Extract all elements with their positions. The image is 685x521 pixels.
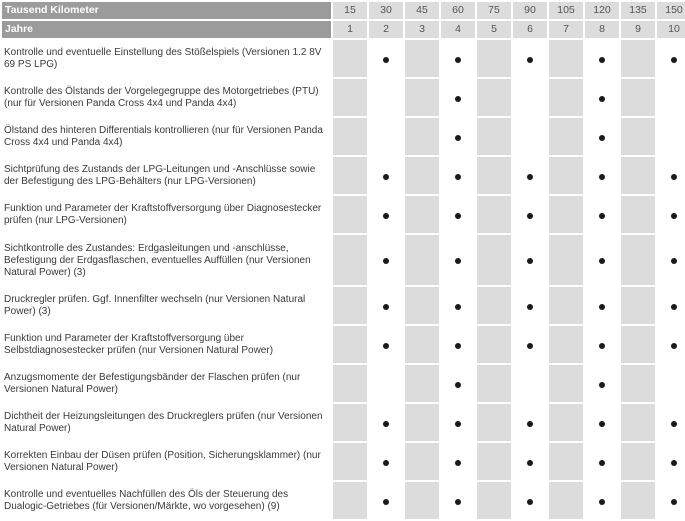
table-row bbox=[2, 79, 685, 116]
interval-cell bbox=[441, 196, 475, 233]
interval-cell bbox=[369, 482, 403, 519]
interval-cell bbox=[585, 482, 619, 519]
task-description: Kontrolle und eventuelle Einstellung des Stößelspiels (Versionen 1.2 8V 69 PS LPG) bbox=[2, 40, 331, 77]
interval-cell bbox=[477, 482, 511, 519]
interval-cell bbox=[369, 326, 403, 363]
task-description: Ölstand des hinteren Differentials kontrollieren (nur für Versionen Panda Cross 4x4 und Panda 4x4) bbox=[2, 118, 331, 155]
interval-cell bbox=[621, 287, 655, 324]
interval-cell bbox=[333, 287, 367, 324]
required-dot-icon bbox=[383, 421, 389, 427]
required-dot-icon bbox=[383, 174, 389, 180]
interval-cell bbox=[369, 235, 403, 285]
required-dot-icon bbox=[599, 96, 605, 102]
required-dot-icon bbox=[671, 174, 677, 180]
required-dot-icon bbox=[599, 135, 605, 141]
required-dot-icon bbox=[599, 343, 605, 349]
required-dot-icon bbox=[671, 421, 677, 427]
interval-cell bbox=[513, 443, 547, 480]
year-header-cell: 7 bbox=[549, 21, 583, 38]
interval-cell bbox=[333, 235, 367, 285]
interval-cell bbox=[549, 404, 583, 441]
required-dot-icon bbox=[671, 499, 677, 505]
interval-cell bbox=[585, 326, 619, 363]
interval-cell bbox=[333, 404, 367, 441]
interval-cell bbox=[441, 482, 475, 519]
interval-cell bbox=[513, 235, 547, 285]
interval-cell bbox=[513, 482, 547, 519]
km-header-label: Tausend Kilometer bbox=[2, 2, 331, 19]
required-dot-icon bbox=[455, 304, 461, 310]
interval-cell bbox=[549, 365, 583, 402]
interval-cell bbox=[405, 365, 439, 402]
interval-cell bbox=[549, 118, 583, 155]
interval-cell bbox=[621, 404, 655, 441]
interval-cell bbox=[441, 235, 475, 285]
task-description: Druckregler prüfen. Ggf. Innenfilter wechseln (nur Versionen Natural Power) (3) bbox=[2, 287, 331, 324]
table-row bbox=[2, 40, 685, 77]
required-dot-icon bbox=[599, 499, 605, 505]
required-dot-icon bbox=[383, 343, 389, 349]
km-header-cell: 120 bbox=[585, 2, 619, 19]
required-dot-icon bbox=[527, 304, 533, 310]
interval-cell bbox=[657, 482, 685, 519]
required-dot-icon bbox=[599, 57, 605, 63]
required-dot-icon bbox=[455, 174, 461, 180]
required-dot-icon bbox=[455, 135, 461, 141]
interval-cell bbox=[405, 404, 439, 441]
interval-cell bbox=[585, 79, 619, 116]
interval-cell bbox=[621, 482, 655, 519]
km-header-cell: 45 bbox=[405, 2, 439, 19]
year-header-cell: 6 bbox=[513, 21, 547, 38]
required-dot-icon bbox=[671, 213, 677, 219]
km-header-cell: 75 bbox=[477, 2, 511, 19]
interval-cell bbox=[549, 40, 583, 77]
interval-cell bbox=[585, 157, 619, 194]
km-header-cell: 150 bbox=[657, 2, 685, 19]
interval-cell bbox=[405, 235, 439, 285]
interval-cell bbox=[621, 235, 655, 285]
km-header-cell: 90 bbox=[513, 2, 547, 19]
interval-cell bbox=[477, 404, 511, 441]
year-header-cell: 9 bbox=[621, 21, 655, 38]
interval-cell bbox=[477, 118, 511, 155]
required-dot-icon bbox=[455, 96, 461, 102]
required-dot-icon bbox=[527, 343, 533, 349]
interval-cell bbox=[333, 443, 367, 480]
km-header-cell: 135 bbox=[621, 2, 655, 19]
required-dot-icon bbox=[599, 213, 605, 219]
table-row bbox=[2, 118, 685, 155]
interval-cell bbox=[585, 196, 619, 233]
interval-cell bbox=[369, 157, 403, 194]
required-dot-icon bbox=[671, 343, 677, 349]
interval-cell bbox=[657, 443, 685, 480]
required-dot-icon bbox=[383, 499, 389, 505]
required-dot-icon bbox=[383, 460, 389, 466]
interval-cell bbox=[657, 235, 685, 285]
year-header-cell: 3 bbox=[405, 21, 439, 38]
required-dot-icon bbox=[455, 499, 461, 505]
interval-cell bbox=[549, 196, 583, 233]
interval-cell bbox=[369, 118, 403, 155]
required-dot-icon bbox=[671, 258, 677, 264]
interval-cell bbox=[549, 157, 583, 194]
interval-cell bbox=[369, 404, 403, 441]
interval-cell bbox=[441, 365, 475, 402]
required-dot-icon bbox=[527, 499, 533, 505]
interval-cell bbox=[405, 326, 439, 363]
interval-cell bbox=[621, 79, 655, 116]
interval-cell bbox=[513, 326, 547, 363]
interval-cell bbox=[369, 40, 403, 77]
interval-cell bbox=[477, 365, 511, 402]
interval-cell bbox=[513, 118, 547, 155]
interval-cell bbox=[333, 79, 367, 116]
task-description: Kontrolle und eventuelles Nachfüllen des Öls der Steuerung des Dualogic-Getriebes (für Versionen/Märkte, wo vorgesehen) (9) bbox=[2, 482, 331, 519]
required-dot-icon bbox=[455, 460, 461, 466]
required-dot-icon bbox=[599, 304, 605, 310]
interval-cell bbox=[441, 118, 475, 155]
interval-cell bbox=[441, 157, 475, 194]
interval-cell bbox=[333, 482, 367, 519]
interval-cell bbox=[657, 40, 685, 77]
required-dot-icon bbox=[383, 213, 389, 219]
table-row bbox=[2, 287, 685, 324]
required-dot-icon bbox=[455, 57, 461, 63]
interval-cell bbox=[549, 443, 583, 480]
required-dot-icon bbox=[599, 421, 605, 427]
interval-cell bbox=[657, 287, 685, 324]
interval-cell bbox=[621, 443, 655, 480]
year-header-cell: 4 bbox=[441, 21, 475, 38]
required-dot-icon bbox=[599, 258, 605, 264]
table-row bbox=[2, 482, 685, 519]
required-dot-icon bbox=[455, 343, 461, 349]
required-dot-icon bbox=[527, 460, 533, 466]
interval-cell bbox=[369, 196, 403, 233]
interval-cell bbox=[333, 365, 367, 402]
interval-cell bbox=[513, 40, 547, 77]
interval-cell bbox=[405, 79, 439, 116]
table-row bbox=[2, 196, 685, 233]
interval-cell bbox=[549, 235, 583, 285]
interval-cell bbox=[477, 157, 511, 194]
interval-cell bbox=[621, 40, 655, 77]
interval-cell bbox=[405, 482, 439, 519]
interval-cell bbox=[441, 79, 475, 116]
interval-cell bbox=[585, 365, 619, 402]
interval-cell bbox=[477, 40, 511, 77]
interval-cell bbox=[513, 365, 547, 402]
required-dot-icon bbox=[455, 382, 461, 388]
required-dot-icon bbox=[455, 421, 461, 427]
interval-cell bbox=[621, 118, 655, 155]
task-description: Funktion und Parameter der Kraftstoffversorgung über Diagnosestecker prüfen (nur LPG-Versionen) bbox=[2, 196, 331, 233]
interval-cell bbox=[513, 287, 547, 324]
year-header-cell: 10 bbox=[657, 21, 685, 38]
required-dot-icon bbox=[527, 174, 533, 180]
required-dot-icon bbox=[599, 174, 605, 180]
interval-cell bbox=[513, 79, 547, 116]
years-header-label: Jahre bbox=[2, 21, 331, 38]
interval-cell bbox=[549, 287, 583, 324]
interval-cell bbox=[369, 365, 403, 402]
required-dot-icon bbox=[599, 382, 605, 388]
task-description: Dichtheit der Heizungsleitungen des Druckreglers prüfen (nur Versionen Natural Power) bbox=[2, 404, 331, 441]
interval-cell bbox=[405, 40, 439, 77]
required-dot-icon bbox=[671, 460, 677, 466]
interval-cell bbox=[477, 79, 511, 116]
km-header-cell: 60 bbox=[441, 2, 475, 19]
table-row bbox=[2, 443, 685, 480]
task-description: Anzugsmomente der Befestigungsbänder der Flaschen prüfen (nur Versionen Natural Power) bbox=[2, 365, 331, 402]
required-dot-icon bbox=[527, 421, 533, 427]
table-row bbox=[2, 326, 685, 363]
interval-cell bbox=[369, 443, 403, 480]
interval-cell bbox=[657, 118, 685, 155]
km-header-cell: 105 bbox=[549, 2, 583, 19]
interval-cell bbox=[441, 326, 475, 363]
interval-cell bbox=[477, 326, 511, 363]
interval-cell bbox=[585, 443, 619, 480]
km-header-cell: 15 bbox=[333, 2, 367, 19]
interval-cell bbox=[441, 40, 475, 77]
interval-cell bbox=[657, 157, 685, 194]
interval-cell bbox=[657, 404, 685, 441]
interval-cell bbox=[441, 443, 475, 480]
interval-cell bbox=[585, 118, 619, 155]
required-dot-icon bbox=[671, 57, 677, 63]
interval-cell bbox=[405, 118, 439, 155]
required-dot-icon bbox=[599, 460, 605, 466]
interval-cell bbox=[333, 196, 367, 233]
interval-cell bbox=[405, 157, 439, 194]
table-row bbox=[2, 235, 685, 285]
interval-cell bbox=[621, 365, 655, 402]
required-dot-icon bbox=[455, 258, 461, 264]
years-header-row bbox=[2, 21, 685, 38]
interval-cell bbox=[405, 196, 439, 233]
interval-cell bbox=[549, 79, 583, 116]
interval-cell bbox=[513, 404, 547, 441]
interval-cell bbox=[621, 157, 655, 194]
table-row bbox=[2, 157, 685, 194]
interval-cell bbox=[369, 79, 403, 116]
interval-cell bbox=[621, 326, 655, 363]
interval-cell bbox=[333, 157, 367, 194]
interval-cell bbox=[441, 404, 475, 441]
required-dot-icon bbox=[455, 213, 461, 219]
interval-cell bbox=[657, 196, 685, 233]
interval-cell bbox=[585, 287, 619, 324]
task-description: Korrekten Einbau der Düsen prüfen (Position, Sicherungsklammer) (nur Versionen Natural Power) bbox=[2, 443, 331, 480]
interval-cell bbox=[657, 326, 685, 363]
interval-cell bbox=[549, 326, 583, 363]
interval-cell bbox=[477, 287, 511, 324]
interval-cell bbox=[585, 40, 619, 77]
task-description: Funktion und Parameter der Kraftstoffversorgung über Selbstdiagnosestecker prüfen (nur Versionen Natural Power) bbox=[2, 326, 331, 363]
interval-cell bbox=[405, 287, 439, 324]
interval-cell bbox=[585, 235, 619, 285]
required-dot-icon bbox=[383, 258, 389, 264]
interval-cell bbox=[657, 79, 685, 116]
year-header-cell: 2 bbox=[369, 21, 403, 38]
year-header-cell: 5 bbox=[477, 21, 511, 38]
km-header-cell: 30 bbox=[369, 2, 403, 19]
task-description: Kontrolle des Ölstands der Vorgelegegruppe des Motorgetriebes (PTU) (nur für Versionen Panda Cross 4x4 und Panda 4x4) bbox=[2, 79, 331, 116]
interval-cell bbox=[513, 196, 547, 233]
table-row bbox=[2, 404, 685, 441]
interval-cell bbox=[585, 404, 619, 441]
required-dot-icon bbox=[383, 57, 389, 63]
table-row bbox=[2, 365, 685, 402]
task-description: Sichtprüfung des Zustands der LPG-Leitungen und -Anschlüsse sowie der Befestigung des LPG-Behälters (nur LPG-Versionen) bbox=[2, 157, 331, 194]
interval-cell bbox=[405, 443, 439, 480]
required-dot-icon bbox=[527, 213, 533, 219]
interval-cell bbox=[369, 287, 403, 324]
required-dot-icon bbox=[527, 258, 533, 264]
interval-cell bbox=[441, 287, 475, 324]
task-description: Sichtkontrolle des Zustandes: Erdgasleitungen und -anschlüsse, Befestigung der Erdgasflaschen, eventuelles Auffüllen (nur Versionen Natural Power) (3) bbox=[2, 235, 331, 285]
year-header-cell: 1 bbox=[333, 21, 367, 38]
year-header-cell: 8 bbox=[585, 21, 619, 38]
required-dot-icon bbox=[383, 304, 389, 310]
interval-cell bbox=[477, 443, 511, 480]
interval-cell bbox=[333, 118, 367, 155]
interval-cell bbox=[333, 326, 367, 363]
interval-cell bbox=[657, 365, 685, 402]
required-dot-icon bbox=[527, 57, 533, 63]
interval-cell bbox=[477, 235, 511, 285]
interval-cell bbox=[549, 482, 583, 519]
interval-cell bbox=[477, 196, 511, 233]
interval-cell bbox=[333, 40, 367, 77]
interval-cell bbox=[621, 196, 655, 233]
km-header-row bbox=[2, 2, 685, 19]
interval-cell bbox=[513, 157, 547, 194]
required-dot-icon bbox=[671, 304, 677, 310]
